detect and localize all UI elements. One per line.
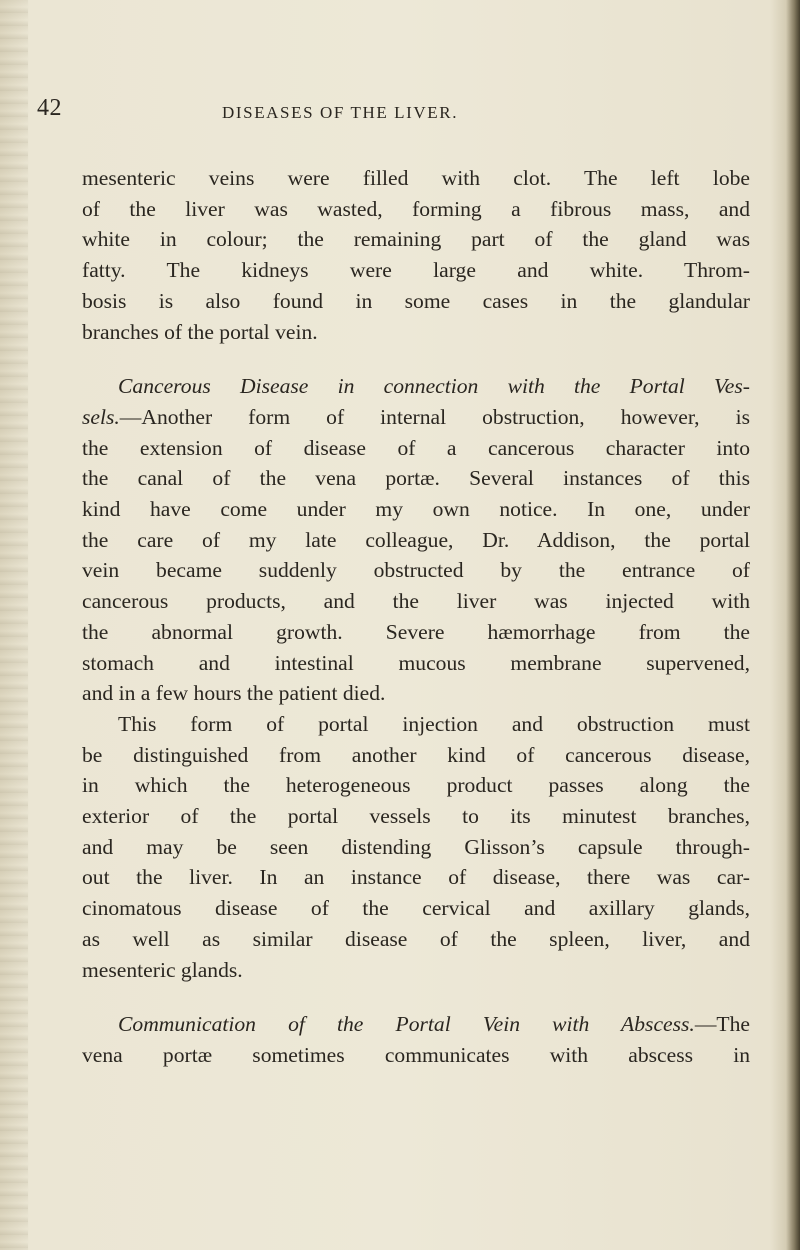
paragraph-4 — [82, 1009, 750, 1070]
text-line: as well as similar disease of the spleen, liver, and — [82, 926, 750, 951]
text-line: cinomatous disease of the cervical and axillary glands, — [82, 896, 750, 921]
text-line: bosis is also found in some cases in the glandular — [82, 288, 750, 313]
text-line: branches of the portal vein. — [82, 319, 318, 344]
italic-heading-text: sels. — [82, 404, 120, 429]
text-line: cancerous products, and the liver was injected with — [82, 589, 750, 614]
text-line: vein became suddenly obstructed by the entrance of — [82, 558, 750, 583]
paragraph-1 — [82, 163, 750, 347]
text-line: This form of portal injection and obstruction must — [118, 711, 750, 736]
text-line — [82, 402, 750, 433]
page-gutter-shadow — [0, 0, 28, 1250]
section-heading-communication — [82, 1009, 750, 1040]
text-line: and in a few hours the patient died. — [82, 681, 386, 706]
text-line: kind have come under my own notice. In one, under — [82, 497, 750, 522]
text-line: of the liver was wasted, forming a fibrous mass, and — [82, 196, 750, 221]
text-line: be distinguished from another kind of cancerous disease, — [82, 742, 750, 767]
page-edge-shadow — [786, 0, 800, 1250]
text-run: —The — [694, 1012, 750, 1037]
paragraph-2 — [82, 371, 750, 709]
text-line: stomach and intestinal mucous membrane supervened, — [82, 650, 750, 675]
text-line: vena portæ sometimes communicates with abscess in — [82, 1042, 750, 1067]
text-line: fatty. The kidneys were large and white. Throm- — [82, 258, 750, 283]
text-line: mesenteric glands. — [82, 957, 243, 982]
text-line: the abnormal growth. Severe hæmorrhage from the — [82, 619, 750, 644]
page-number: 42 — [37, 95, 62, 121]
text-line: out the liver. In an instance of disease, there was car- — [82, 865, 750, 890]
text-line: white in colour; the remaining part of the gland was — [82, 227, 750, 252]
paragraph-spacer — [82, 985, 750, 1009]
section-heading-cancerous-disease — [82, 371, 750, 402]
text-line: exterior of the portal vessels to its minutest branches, — [82, 804, 750, 829]
text-line: in which the heterogeneous product passes along the — [82, 773, 750, 798]
text-run: —Another form of internal obstruction, however, is — [119, 404, 750, 429]
paragraph-3 — [82, 709, 750, 985]
italic-heading-text: Communication of the Portal Vein with Abscess. — [118, 1012, 695, 1037]
text-line: mesenteric veins were filled with clot. The left lobe — [82, 166, 750, 190]
body-text — [82, 163, 750, 1071]
paragraph-spacer — [82, 347, 750, 371]
text-line: the care of my late colleague, Dr. Addison, the portal — [82, 527, 750, 552]
text-line: the canal of the vena portæ. Several instances of this — [82, 466, 750, 491]
italic-heading-text: Cancerous Disease in connection with the Portal Ves- — [118, 374, 750, 399]
running-title: DISEASES OF THE LIVER. — [222, 103, 459, 122]
text-line: the extension of disease of a cancerous character into — [82, 435, 750, 460]
text-line: and may be seen distending Glisson’s capsule through- — [82, 834, 750, 859]
